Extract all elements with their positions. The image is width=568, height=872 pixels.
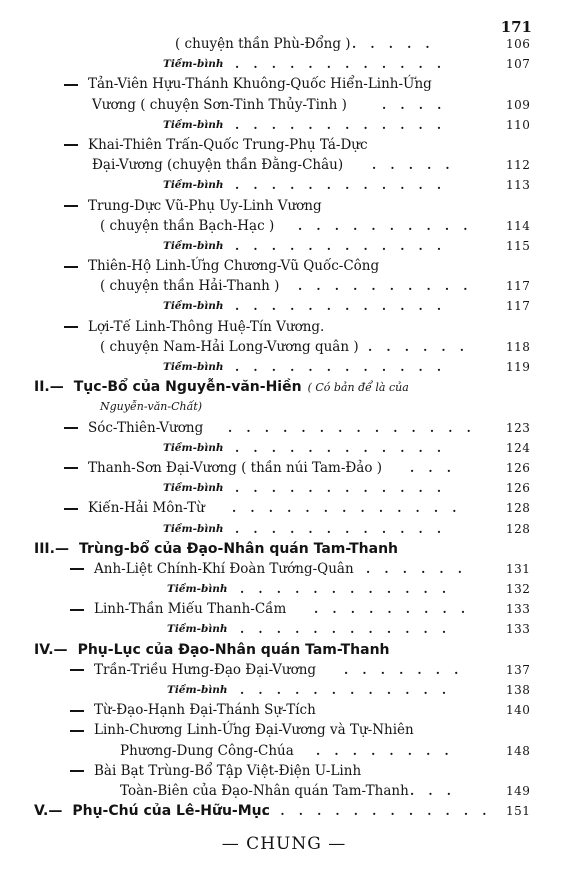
leader-dots: . . . xyxy=(410,783,456,798)
toc-line-sub xyxy=(0,579,568,599)
entry-title xyxy=(64,135,368,155)
toc-line-cont xyxy=(0,216,568,236)
table-of-contents xyxy=(0,34,568,821)
entry-title xyxy=(163,54,224,74)
entry-title xyxy=(163,438,224,458)
entry-text: Thiên-Hộ Linh-Ứng Chương-Vũ Quốc-Công xyxy=(88,258,380,275)
section-title: Trùng-bổ của Đạo-Nhân quán Tam-Thanh xyxy=(78,540,399,557)
entry-text: Trung-Dực Vũ-Phụ Uy-Linh Vương xyxy=(88,197,322,214)
page-ref: 112 xyxy=(506,158,531,173)
em-dash-marker xyxy=(64,266,78,268)
entry-title xyxy=(163,175,224,195)
section-title: Tục-Bổ của Nguyễn-văn-Hiền xyxy=(73,379,302,396)
entry-text: ( chuyện Nam-Hải Long-Vương quân ) xyxy=(100,338,359,355)
page-ref: 106 xyxy=(506,37,531,51)
toc-line-entry xyxy=(0,196,568,216)
entry-title xyxy=(167,619,228,639)
toc-line-note xyxy=(0,397,568,417)
toc-line-entry xyxy=(0,761,568,781)
em-dash-marker xyxy=(64,508,78,510)
leader-dots: . . . . . . . . xyxy=(316,743,454,758)
entry-title xyxy=(100,397,202,417)
toc-line-cont xyxy=(0,276,568,296)
toc-line-entry xyxy=(0,74,568,94)
em-dash-marker xyxy=(64,84,78,86)
toc-line-section xyxy=(0,377,568,397)
leader-dots: . . . . . . . . . . . . . . xyxy=(228,420,476,435)
entry-title xyxy=(70,761,361,781)
entry-text: ( chuyện thần Hải-Thanh ) xyxy=(100,278,280,295)
leader-dots: . . . . xyxy=(382,97,447,112)
entry-text: Kiến-Hải Môn-Từ xyxy=(88,500,205,517)
em-dash-marker xyxy=(64,427,78,429)
page-ref: 149 xyxy=(506,783,531,798)
entry-text: Toàn-Biên của Đạo-Nhân quán Tam-Thanh xyxy=(120,782,409,799)
page-ref: 148 xyxy=(506,743,531,758)
entry-title xyxy=(70,660,316,680)
em-dash-marker xyxy=(70,669,84,671)
page-ref: 123 xyxy=(506,420,531,435)
leader-dots: . . . . . xyxy=(352,37,435,51)
entry-text: Đại-Vương (chuyện thần Đằng-Châu) xyxy=(92,157,344,174)
section-numeral: III.— xyxy=(34,540,69,557)
toc-line-cont xyxy=(0,337,568,357)
toc-line-entry xyxy=(0,458,568,478)
toc-line-sub xyxy=(0,115,568,135)
page-number: 171 xyxy=(500,18,532,36)
page-ref: 126 xyxy=(506,460,531,475)
leader-dots: . . . . . . . . . xyxy=(314,602,471,617)
leader-dots: . . . . . . . . . . . . . xyxy=(262,804,492,819)
em-dash-marker xyxy=(70,770,84,772)
entry-title xyxy=(120,741,294,761)
entry-title xyxy=(92,95,347,115)
em-dash-marker xyxy=(70,568,84,570)
leader-dots: . . . . . . . . . . . . xyxy=(235,299,447,314)
em-dash-marker xyxy=(64,326,78,328)
toc-line-cont xyxy=(0,741,568,761)
toc-line-sub xyxy=(0,357,568,377)
page-ref: 132 xyxy=(506,582,531,597)
leader-dots: . . . . . . . . . . . . xyxy=(240,622,452,637)
entry-title xyxy=(64,256,379,276)
page-ref: 131 xyxy=(506,561,531,576)
leader-dots: . . . . . . xyxy=(368,339,469,354)
section-heading xyxy=(34,377,409,398)
entry-text: Tiềm-bình xyxy=(163,522,224,535)
page-ref: 113 xyxy=(506,178,531,193)
entry-title xyxy=(100,216,274,236)
entry-text: Phương-Dung Công-Chúa xyxy=(120,742,294,759)
leader-dots: . . . . . . . . . . xyxy=(298,218,473,233)
entry-title xyxy=(163,115,224,135)
leader-dots: . . . . . . . . . . . . xyxy=(235,440,447,455)
entry-text: Tiềm-bình xyxy=(167,623,228,636)
entry-text: Thanh-Sơn Đại-Vương ( thần núi Tam-Đảo ) xyxy=(88,459,383,476)
entry-text: Tiềm-bình xyxy=(163,361,224,373)
toc-line-sub xyxy=(0,619,568,639)
page-ref: 128 xyxy=(506,521,531,536)
leader-dots: . . . . . . . . . . . . xyxy=(235,238,447,253)
leader-dots: . . . . . . . . . . xyxy=(298,279,473,294)
entry-title xyxy=(175,34,351,54)
entry-title xyxy=(70,599,286,619)
entry-text: Sóc-Thiên-Vương xyxy=(88,419,204,436)
em-dash-marker xyxy=(64,144,78,146)
entry-title xyxy=(64,196,322,216)
toc-line-cont xyxy=(0,155,568,175)
entry-text: Trần-Triều Hưng-Đạo Đại-Vương xyxy=(94,661,317,678)
toc-line-sub xyxy=(0,519,568,539)
toc-line-cont xyxy=(0,781,568,801)
leader-dots: . . . . . . xyxy=(366,561,467,576)
entry-text: ( chuyện thần Bạch-Hạc ) xyxy=(100,217,275,234)
entry-text: Tản-Viên Hựu-Thánh Khuông-Quốc Hiển-Linh-Ứng xyxy=(88,76,432,93)
em-dash-marker xyxy=(70,730,84,732)
entry-title xyxy=(163,357,224,377)
toc-line-entry xyxy=(0,418,568,438)
entry-text: Lợi-Tế Linh-Thông Huệ-Tín Vương. xyxy=(88,318,325,335)
leader-dots: . . . . . . . . . . . . . xyxy=(232,501,462,516)
entry-text: Tiềm-bình xyxy=(167,684,228,696)
entry-text: Linh-Chương Linh-Ứng Đại-Vương và Tự-Nhiên xyxy=(94,722,414,739)
leader-dots: . . . . . . . xyxy=(344,662,464,677)
toc-line-section xyxy=(0,801,568,821)
toc-line-sub xyxy=(0,438,568,458)
entry-title xyxy=(163,296,224,316)
entry-title xyxy=(64,317,324,337)
toc-line-cont xyxy=(0,95,568,115)
page-ref: 114 xyxy=(506,218,531,233)
entry-text: ( chuyện thần Phù-Đổng ) xyxy=(175,36,351,52)
page-ref: 124 xyxy=(506,440,531,455)
toc-line-entry xyxy=(0,720,568,740)
leader-dots: . . . xyxy=(410,460,456,475)
entry-title xyxy=(64,74,432,94)
page-ref: 137 xyxy=(506,662,531,677)
toc-line-cont xyxy=(0,34,568,54)
toc-line-sub xyxy=(0,54,568,74)
entry-title xyxy=(163,519,224,539)
entry-title xyxy=(167,680,228,700)
leader-dots: . . . . . . . . . . . . xyxy=(235,117,447,132)
toc-line-entry xyxy=(0,599,568,619)
page-ref: 107 xyxy=(506,57,531,72)
entry-text: Tiềm-bình xyxy=(163,441,224,454)
page-ref: 117 xyxy=(506,299,531,314)
toc-line-entry xyxy=(0,135,568,155)
toc-line-entry xyxy=(0,256,568,276)
toc-line-sub xyxy=(0,236,568,256)
leader-dots: . . . . . . . . . . . . xyxy=(235,481,447,496)
entry-title xyxy=(163,236,224,256)
page-ref: 140 xyxy=(506,703,531,718)
section-numeral: V.— xyxy=(34,803,63,820)
page-ref: 110 xyxy=(506,117,531,132)
entry-title xyxy=(100,276,279,296)
entry-title xyxy=(120,781,409,801)
entry-text: Bài Bạt Trùng-Bổ Tập Việt-Điện U-Linh xyxy=(94,762,362,779)
page-ref: 115 xyxy=(506,238,531,253)
entry-text: Nguyễn-văn-Chất) xyxy=(100,400,203,414)
page-ref: 119 xyxy=(506,360,531,374)
entry-title xyxy=(70,559,354,579)
leader-dots: . . . . . . . . . . . . xyxy=(235,178,447,193)
section-heading xyxy=(34,801,270,821)
page-ref: 133 xyxy=(506,622,531,637)
page-ref: 128 xyxy=(506,501,531,516)
entry-text: Từ-Đạo-Hạnh Đại-Thánh Sự-Tích xyxy=(94,702,316,719)
leader-dots: . . . . . xyxy=(372,158,455,173)
em-dash-marker xyxy=(64,467,78,469)
entry-title xyxy=(64,418,203,438)
leader-dots: . . . . . . . . . . . . xyxy=(235,521,447,536)
toc-line-entry xyxy=(0,700,568,720)
entry-title xyxy=(163,478,224,498)
entry-text: Tiềm-bình xyxy=(163,300,224,313)
page-ref: 151 xyxy=(506,804,531,819)
entry-title xyxy=(64,458,382,478)
toc-line-sub xyxy=(0,175,568,195)
entry-text: Tiềm-bình xyxy=(163,482,224,495)
section-numeral: II.— xyxy=(34,379,64,396)
em-dash-marker xyxy=(64,205,78,207)
entry-text: Tiềm-bình xyxy=(163,118,224,131)
section-heading xyxy=(34,539,398,559)
entry-text: Tiềm-bình xyxy=(163,179,224,192)
entry-title xyxy=(92,155,343,175)
page-ref: 118 xyxy=(506,339,531,354)
entry-text: Linh-Thần Miếu Thanh-Cầm xyxy=(94,601,287,618)
leader-dots: . . . . . . . . . . . . xyxy=(240,683,452,697)
page-ref: 133 xyxy=(506,602,531,617)
entry-title xyxy=(100,337,359,357)
section-heading xyxy=(34,640,390,660)
toc-line-entry xyxy=(0,498,568,518)
toc-line-sub xyxy=(0,296,568,316)
leader-dots: . . . . . . . . . . . . xyxy=(240,582,452,597)
toc-line-entry xyxy=(0,559,568,579)
section-numeral: IV.— xyxy=(34,641,68,658)
page-ref: 117 xyxy=(506,279,531,294)
em-dash-marker xyxy=(70,609,84,611)
footer-end-mark: — CHUNG — xyxy=(221,834,347,854)
entry-title xyxy=(70,700,316,720)
entry-text: Khai-Thiên Trấn-Quốc Trung-Phụ Tá-Dực xyxy=(88,136,368,153)
section-note: ( Có bản để là của xyxy=(307,381,409,395)
page-ref: 138 xyxy=(506,683,531,697)
entry-title xyxy=(70,720,414,740)
toc-line-section xyxy=(0,640,568,660)
toc-line-entry xyxy=(0,660,568,680)
entry-text: Vương ( chuyện Sơn-Tinh Thủy-Tinh ) xyxy=(92,96,347,113)
section-title: Phụ-Lục của Đạo-Nhân quán Tam-Thanh xyxy=(77,641,390,658)
entry-text: Anh-Liệt Chính-Khí Đoàn Tướng-Quân xyxy=(94,560,354,577)
entry-text: Tiềm-bình xyxy=(163,58,224,71)
toc-line-sub xyxy=(0,680,568,700)
entry-title xyxy=(167,579,228,599)
section-title: Phụ-Chú của Lê-Hữu-Mục xyxy=(72,803,270,820)
entry-text: Tiềm-bình xyxy=(163,239,224,252)
leader-dots: . . . . . . . . . . . . xyxy=(235,57,447,72)
toc-line-entry xyxy=(0,317,568,337)
page-ref: 109 xyxy=(506,97,531,112)
toc-line-section xyxy=(0,539,568,559)
em-dash-marker xyxy=(70,710,84,712)
toc-line-sub xyxy=(0,478,568,498)
leader-dots: . . . . . . . . . . . . xyxy=(235,360,447,374)
page-ref: 126 xyxy=(506,481,531,496)
entry-text: Tiềm-bình xyxy=(167,583,228,596)
entry-title xyxy=(64,498,205,518)
